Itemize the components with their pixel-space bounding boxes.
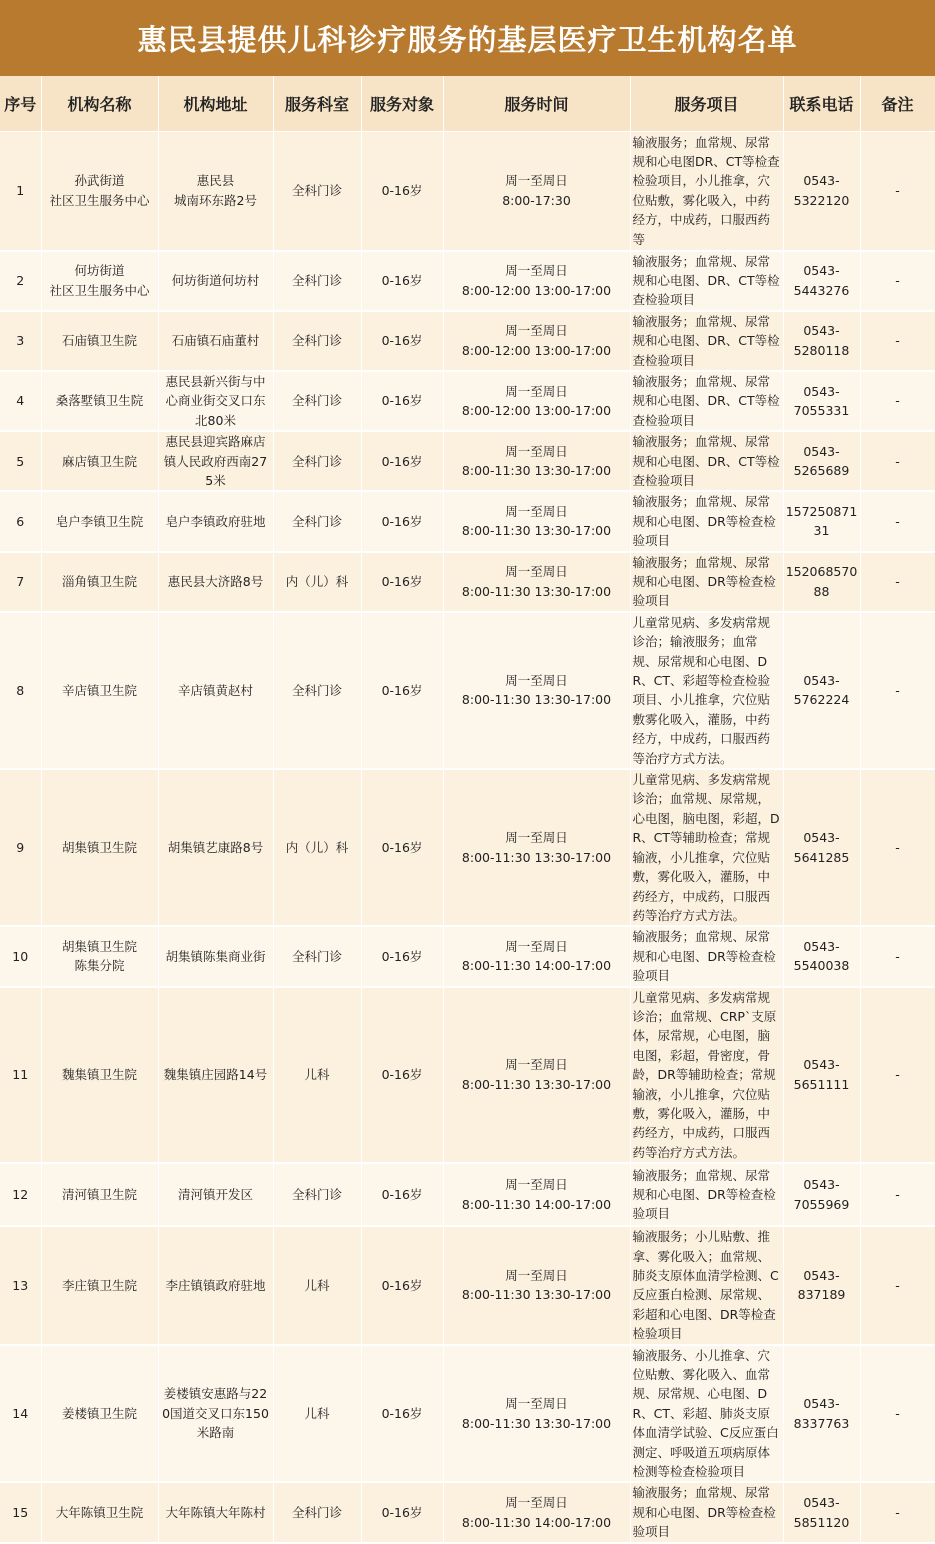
cell-dept: 全科门诊 — [273, 1482, 361, 1542]
cell-note: - — [860, 552, 935, 612]
cell-phone: 152068570 88 — [783, 552, 860, 612]
cell-target: 0-16岁 — [361, 371, 443, 431]
table-row — [0, 491, 935, 551]
cell-phone: 0543- 5641285 — [783, 769, 860, 926]
cell-items: 输液服务；血常规、尿常规和心电图DR、CT等检查检验项目，小儿推拿，穴位贴敷，雾化吸入，中药经方，中成药，口服西药等 — [630, 132, 783, 251]
cell-name: 何坊街道 社区卫生服务中心 — [41, 251, 158, 311]
table-header-row — [0, 76, 935, 132]
header-time: 服务时间 — [443, 76, 630, 132]
cell-time: 周一至周日 8:00-11:30 13:30-17:00 — [443, 491, 630, 551]
cell-target: 0-16岁 — [361, 491, 443, 551]
cell-dept: 内（儿）科 — [273, 552, 361, 612]
header-phone: 联系电话 — [783, 76, 860, 132]
cell-address: 大年陈镇大年陈村 — [158, 1482, 273, 1542]
table-row — [0, 311, 935, 371]
cell-note: - — [860, 311, 935, 371]
cell-time: 周一至周日 8:00-17:30 — [443, 132, 630, 251]
cell-target: 0-16岁 — [361, 769, 443, 926]
cell-time: 周一至周日 8:00-11:30 14:00-17:00 — [443, 926, 630, 986]
cell-target: 0-16岁 — [361, 1226, 443, 1344]
cell-address: 魏集镇庄园路14号 — [158, 987, 273, 1164]
cell-target: 0-16岁 — [361, 132, 443, 251]
cell-address: 李庄镇镇政府驻地 — [158, 1226, 273, 1344]
cell-time: 周一至周日 8:00-12:00 13:00-17:00 — [443, 371, 630, 431]
table-row — [0, 431, 935, 491]
cell-items: 输液服务；血常规、尿常规和心电图、DR、CT等检查检验项目 — [630, 431, 783, 491]
cell-name: 皂户李镇卫生院 — [41, 491, 158, 551]
table-row — [0, 612, 935, 769]
cell-time: 周一至周日 8:00-11:30 14:00-17:00 — [443, 1163, 630, 1226]
cell-name: 桑落墅镇卫生院 — [41, 371, 158, 431]
cell-items: 输液服务；血常规、尿常规和心电图、DR、CT等检查检验项目 — [630, 371, 783, 431]
cell-no: 7 — [0, 552, 41, 612]
header-items: 服务项目 — [630, 76, 783, 132]
cell-items: 输液服务；血常规、尿常规和心电图、DR、CT等检查检验项目 — [630, 251, 783, 311]
cell-address: 辛店镇黄赵村 — [158, 612, 273, 769]
cell-note: - — [860, 612, 935, 769]
cell-time: 周一至周日 8:00-11:30 13:30-17:00 — [443, 1345, 630, 1483]
cell-name: 淄角镇卫生院 — [41, 552, 158, 612]
cell-name: 姜楼镇卫生院 — [41, 1345, 158, 1483]
cell-target: 0-16岁 — [361, 987, 443, 1164]
cell-name: 石庙镇卫生院 — [41, 311, 158, 371]
table-row — [0, 552, 935, 612]
cell-target: 0-16岁 — [361, 431, 443, 491]
header-address: 机构地址 — [158, 76, 273, 132]
cell-note: - — [860, 1163, 935, 1226]
cell-no: 8 — [0, 612, 41, 769]
cell-name: 清河镇卫生院 — [41, 1163, 158, 1226]
cell-address: 惠民县 城南环东路2号 — [158, 132, 273, 251]
cell-phone: 0543- 837189 — [783, 1226, 860, 1344]
cell-phone: 0543- 5322120 — [783, 132, 860, 251]
cell-dept: 儿科 — [273, 987, 361, 1164]
cell-no: 14 — [0, 1345, 41, 1483]
cell-target: 0-16岁 — [361, 1345, 443, 1483]
cell-phone: 0543- 7055969 — [783, 1163, 860, 1226]
cell-target: 0-16岁 — [361, 552, 443, 612]
cell-dept: 全科门诊 — [273, 431, 361, 491]
cell-no: 10 — [0, 926, 41, 986]
cell-name: 辛店镇卫生院 — [41, 612, 158, 769]
header-name: 机构名称 — [41, 76, 158, 132]
cell-note: - — [860, 1226, 935, 1344]
cell-no: 3 — [0, 311, 41, 371]
cell-dept: 全科门诊 — [273, 926, 361, 986]
cell-items: 输液服务；小儿贴敷、推拿、雾化吸入；血常规、肺炎支原体血清学检测、C反应蛋白检测、尿常规、彩超和心电图、DR等检查检验项目 — [630, 1226, 783, 1344]
cell-note: - — [860, 1482, 935, 1542]
cell-target: 0-16岁 — [361, 926, 443, 986]
cell-address: 皂户李镇政府驻地 — [158, 491, 273, 551]
cell-items: 输液服务；血常规、尿常规和心电图、DR、CT等检查检验项目 — [630, 311, 783, 371]
cell-items: 输液服务；血常规、尿常规和心电图、DR等检查检验项目 — [630, 552, 783, 612]
cell-note: - — [860, 371, 935, 431]
cell-address: 姜楼镇安惠路与220国道交叉口东150米路南 — [158, 1345, 273, 1483]
table-row — [0, 1163, 935, 1226]
cell-target: 0-16岁 — [361, 251, 443, 311]
cell-name: 大年陈镇卫生院 — [41, 1482, 158, 1542]
cell-no: 15 — [0, 1482, 41, 1542]
table-row — [0, 251, 935, 311]
cell-items: 儿童常见病、多发病常规诊治；输液服务；血常规、尿常规和心电图、DR、CT、彩超等检查检验项目、小儿推拿，穴位贴敷雾化吸入，灌肠，中药经方，中成药，口服西药等治疗方式方法。 — [630, 612, 783, 769]
cell-phone: 0543- 7055331 — [783, 371, 860, 431]
cell-phone: 0543- 5540038 — [783, 926, 860, 986]
cell-name: 胡集镇卫生院 — [41, 769, 158, 926]
cell-target: 0-16岁 — [361, 612, 443, 769]
cell-note: - — [860, 251, 935, 311]
cell-no: 11 — [0, 987, 41, 1164]
cell-address: 石庙镇石庙董村 — [158, 311, 273, 371]
cell-time: 周一至周日 8:00-11:30 13:30-17:00 — [443, 987, 630, 1164]
cell-target: 0-16岁 — [361, 1482, 443, 1542]
cell-phone: 0543- 8337763 — [783, 1345, 860, 1483]
cell-address: 惠民县迎宾路麻店镇人民政府西南275米 — [158, 431, 273, 491]
cell-no: 6 — [0, 491, 41, 551]
cell-note: - — [860, 987, 935, 1164]
cell-dept: 儿科 — [273, 1226, 361, 1344]
cell-no: 4 — [0, 371, 41, 431]
cell-name: 胡集镇卫生院 陈集分院 — [41, 926, 158, 986]
cell-time: 周一至周日 8:00-11:30 13:30-17:00 — [443, 612, 630, 769]
cell-items: 输液服务；血常规、尿常规和心电图、DR等检查检验项目 — [630, 1482, 783, 1542]
cell-name: 李庄镇卫生院 — [41, 1226, 158, 1344]
cell-note: - — [860, 1345, 935, 1483]
cell-phone: 0543- 5280118 — [783, 311, 860, 371]
cell-dept: 全科门诊 — [273, 1163, 361, 1226]
cell-target: 0-16岁 — [361, 1163, 443, 1226]
cell-dept: 全科门诊 — [273, 311, 361, 371]
table-row — [0, 132, 935, 251]
cell-phone: 0543- 5443276 — [783, 251, 860, 311]
header-target: 服务对象 — [361, 76, 443, 132]
table-row — [0, 1226, 935, 1344]
cell-time: 周一至周日 8:00-11:30 13:30-17:00 — [443, 431, 630, 491]
cell-dept: 全科门诊 — [273, 612, 361, 769]
table-row — [0, 987, 935, 1164]
cell-note: - — [860, 491, 935, 551]
cell-no: 5 — [0, 431, 41, 491]
cell-address: 惠民县大济路8号 — [158, 552, 273, 612]
table-row — [0, 371, 935, 431]
cell-time: 周一至周日 8:00-11:30 14:00-17:00 — [443, 1482, 630, 1542]
cell-no: 9 — [0, 769, 41, 926]
cell-time: 周一至周日 8:00-11:30 13:30-17:00 — [443, 552, 630, 612]
cell-phone: 157250871 31 — [783, 491, 860, 551]
cell-note: - — [860, 926, 935, 986]
header-no: 序号 — [0, 76, 41, 132]
cell-dept: 内（儿）科 — [273, 769, 361, 926]
cell-note: - — [860, 769, 935, 926]
cell-address: 何坊街道何坊村 — [158, 251, 273, 311]
cell-dept: 全科门诊 — [273, 251, 361, 311]
cell-address: 胡集镇艺康路8号 — [158, 769, 273, 926]
cell-name: 孙武街道 社区卫生服务中心 — [41, 132, 158, 251]
table-row — [0, 769, 935, 926]
table-row — [0, 1482, 935, 1542]
cell-phone: 0543- 5265689 — [783, 431, 860, 491]
cell-name: 魏集镇卫生院 — [41, 987, 158, 1164]
cell-no: 1 — [0, 132, 41, 251]
cell-phone: 0543- 5762224 — [783, 612, 860, 769]
cell-no: 13 — [0, 1226, 41, 1344]
cell-items: 输液服务；血常规、尿常规和心电图、DR等检查检验项目 — [630, 491, 783, 551]
header-note: 备注 — [860, 76, 935, 132]
header-dept: 服务科室 — [273, 76, 361, 132]
cell-no: 2 — [0, 251, 41, 311]
cell-address: 清河镇开发区 — [158, 1163, 273, 1226]
cell-time: 周一至周日 8:00-12:00 13:00-17:00 — [443, 311, 630, 371]
table-row — [0, 926, 935, 986]
cell-name: 麻店镇卫生院 — [41, 431, 158, 491]
cell-items: 输液服务；血常规、尿常规和心电图、DR等检查检验项目 — [630, 926, 783, 986]
cell-items: 儿童常见病、多发病常规诊治；血常规、尿常规，心电图，脑电图，彩超，DR、CT等辅助检查；常规输液，小儿推拿，穴位贴敷，雾化吸入，灌肠，中药经方，中成药，口服西药等治疗方式方法。 — [630, 769, 783, 926]
cell-time: 周一至周日 8:00-12:00 13:00-17:00 — [443, 251, 630, 311]
cell-items: 输液服务；血常规、尿常规和心电图、DR等检查检验项目 — [630, 1163, 783, 1226]
cell-dept: 儿科 — [273, 1345, 361, 1483]
cell-note: - — [860, 132, 935, 251]
cell-dept: 全科门诊 — [273, 132, 361, 251]
cell-dept: 全科门诊 — [273, 491, 361, 551]
table-row — [0, 1345, 935, 1483]
cell-phone: 0543- 5651111 — [783, 987, 860, 1164]
page-title: 惠民县提供儿科诊疗服务的基层医疗卫生机构名单 — [0, 0, 935, 76]
cell-address: 胡集镇陈集商业街 — [158, 926, 273, 986]
clinic-table — [0, 76, 935, 1544]
cell-time: 周一至周日 8:00-11:30 13:30-17:00 — [443, 1226, 630, 1344]
cell-items: 儿童常见病、多发病常规诊治；血常规、CRP`支原体，尿常规，心电图，脑电图，彩超，骨密度，骨龄，DR等辅助检查；常规输液，小儿推拿，穴位贴敷，雾化吸入，灌肠，中药经方，中成药，口服西药等治疗方式方法。 — [630, 987, 783, 1164]
cell-target: 0-16岁 — [361, 311, 443, 371]
cell-address: 惠民县新兴街与中心商业街交叉口东北80米 — [158, 371, 273, 431]
cell-items: 输液服务、小儿推拿、穴位贴敷、雾化吸入、血常规、尿常规、心电图、DR、CT、彩超、肺炎支原体血清学试验、C反应蛋白测定、呼吸道五项病原体检测等检查检验项目 — [630, 1345, 783, 1483]
cell-time: 周一至周日 8:00-11:30 13:30-17:00 — [443, 769, 630, 926]
cell-phone: 0543- 5851120 — [783, 1482, 860, 1542]
cell-dept: 全科门诊 — [273, 371, 361, 431]
cell-no: 12 — [0, 1163, 41, 1226]
cell-note: - — [860, 431, 935, 491]
